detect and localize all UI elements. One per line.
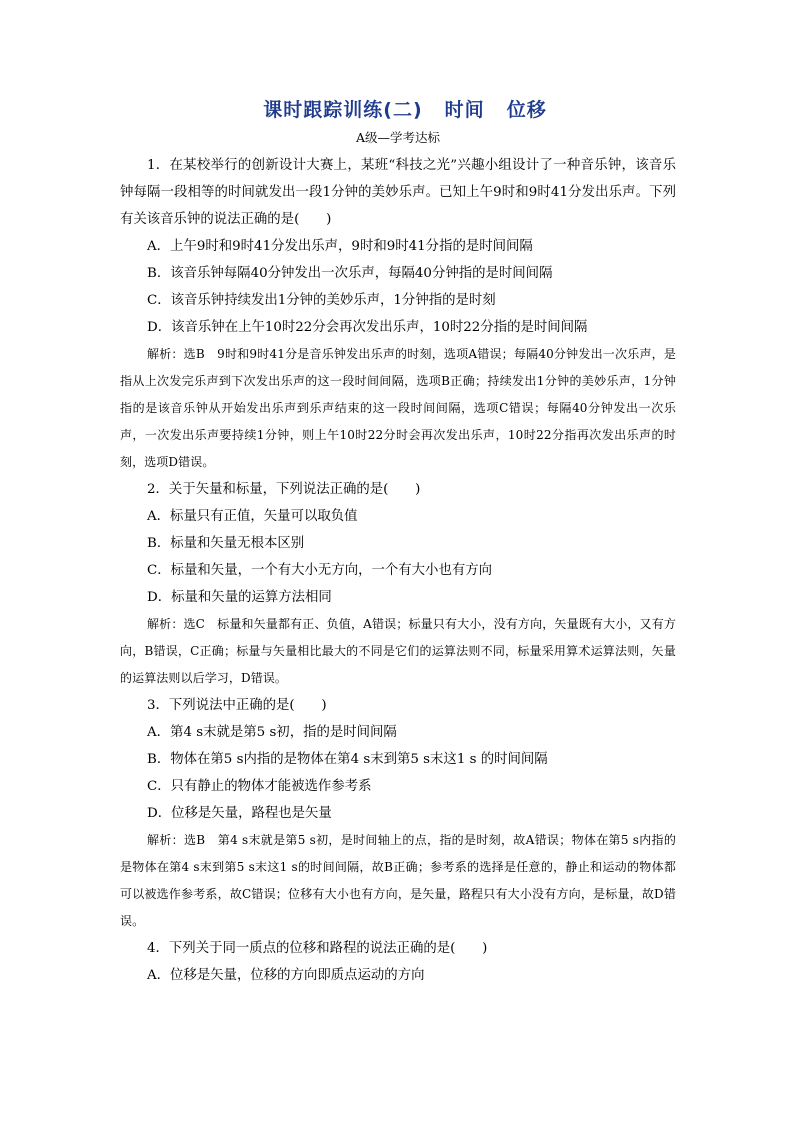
level-heading: A级—学考达标 xyxy=(355,130,441,145)
option-d: D．位移是矢量，路程也是矢量 xyxy=(147,806,332,821)
page-title xyxy=(134,92,676,128)
title-part-time: 时间 xyxy=(444,99,485,121)
title-part-displacement: 位移 xyxy=(506,99,547,121)
option-a: A．位移是矢量，位移的方向即质点运动的方向 xyxy=(147,968,425,983)
question-1 xyxy=(120,152,676,476)
question-2 xyxy=(120,476,676,692)
question-3 xyxy=(120,692,676,935)
question-stem: 4．下列关于同一质点的位移和路程的说法正确的是( ) xyxy=(147,941,488,956)
question-stem: 1．在某校举行的创新设计大赛上，某班“科技之光”兴趣小组设计了一种音乐钟，该音乐钟每隔一段相等的时间就发出一段1分钟的美妙乐声。已知上午9时和9时41分发出乐声。下列有关该音乐钟的说法正确的是( ) xyxy=(120,158,676,227)
option-a: A．第4 s末就是第5 s初，指的是时间间隔 xyxy=(147,725,397,740)
question-4 xyxy=(120,935,676,989)
worksheet-page xyxy=(120,92,676,989)
question-stem: 3．下列说法中正确的是( ) xyxy=(147,698,327,713)
answer-analysis: 解析：选C 标量和矢量都有正、负值，A错误；标量只有大小，没有方向，矢量既有大小，又有方向，B错误，C正确；标量与矢量相比最大的不同是它们的运算法则不同，标量采用算术运算法则，矢量的运算法则以后学习，D错误。 xyxy=(120,617,676,685)
question-stem: 2．关于矢量和标量，下列说法正确的是( ) xyxy=(147,482,421,497)
answer-analysis: 解析：选B 9时和9时41分是音乐钟发出乐声的时刻，选项A错误；每隔40分钟发出一次乐声，是指从上次发完乐声到下次发出乐声的这一段时间间隔，选项B正确；持续发出1分钟的美妙乐声，1分钟指的是该音乐钟从开始发出乐声到乐声结束的这一段时间间隔，选项C错误；每隔40分钟发出一次乐声，一次发出乐声要持续1分钟，则上午10时22分时会再次发出乐声，10时22分指再次发出乐声的时刻，选项D错误。 xyxy=(120,347,676,469)
option-c: C．只有静止的物体才能被选作参考系 xyxy=(147,779,372,794)
answer-analysis: 解析：选B 第4 s末就是第5 s初，是时间轴上的点，指的是时刻，故A错误；物体在第5 s内指的是物体在第4 s末到第5 s末这1 s的时间间隔，故B正确；参考系的选择是任意的，静止和运动的物体都可以被选作参考系，故C错误；位移有大小也有方向，是矢量，路程只有大小没有方向，是标量，故D错误。 xyxy=(120,833,676,928)
option-b: B．该音乐钟每隔40分钟发出一次乐声，每隔40分钟指的是时间间隔 xyxy=(147,266,553,281)
option-d: D．标量和矢量的运算方法相同 xyxy=(147,590,332,605)
option-b: B．物体在第5 s内指的是物体在第4 s末到第5 s末这1 s 的时间间隔 xyxy=(147,752,548,767)
option-c: C．标量和矢量，一个有大小无方向，一个有大小也有方向 xyxy=(147,563,493,578)
option-c: C．该音乐钟持续发出1分钟的美妙乐声，1分钟指的是时刻 xyxy=(147,293,496,308)
option-b: B．标量和矢量无根本区别 xyxy=(147,536,305,551)
option-d: D．该音乐钟在上午10时22分会再次发出乐声，10时22分指的是时间间隔 xyxy=(147,320,588,335)
option-a: A．标量只有正值，矢量可以取负值 xyxy=(147,509,358,524)
option-a: A．上午9时和9时41分发出乐声，9时和9时41分指的是时间间隔 xyxy=(147,239,533,254)
title-main: 课时跟踪训练(二) xyxy=(263,99,423,121)
